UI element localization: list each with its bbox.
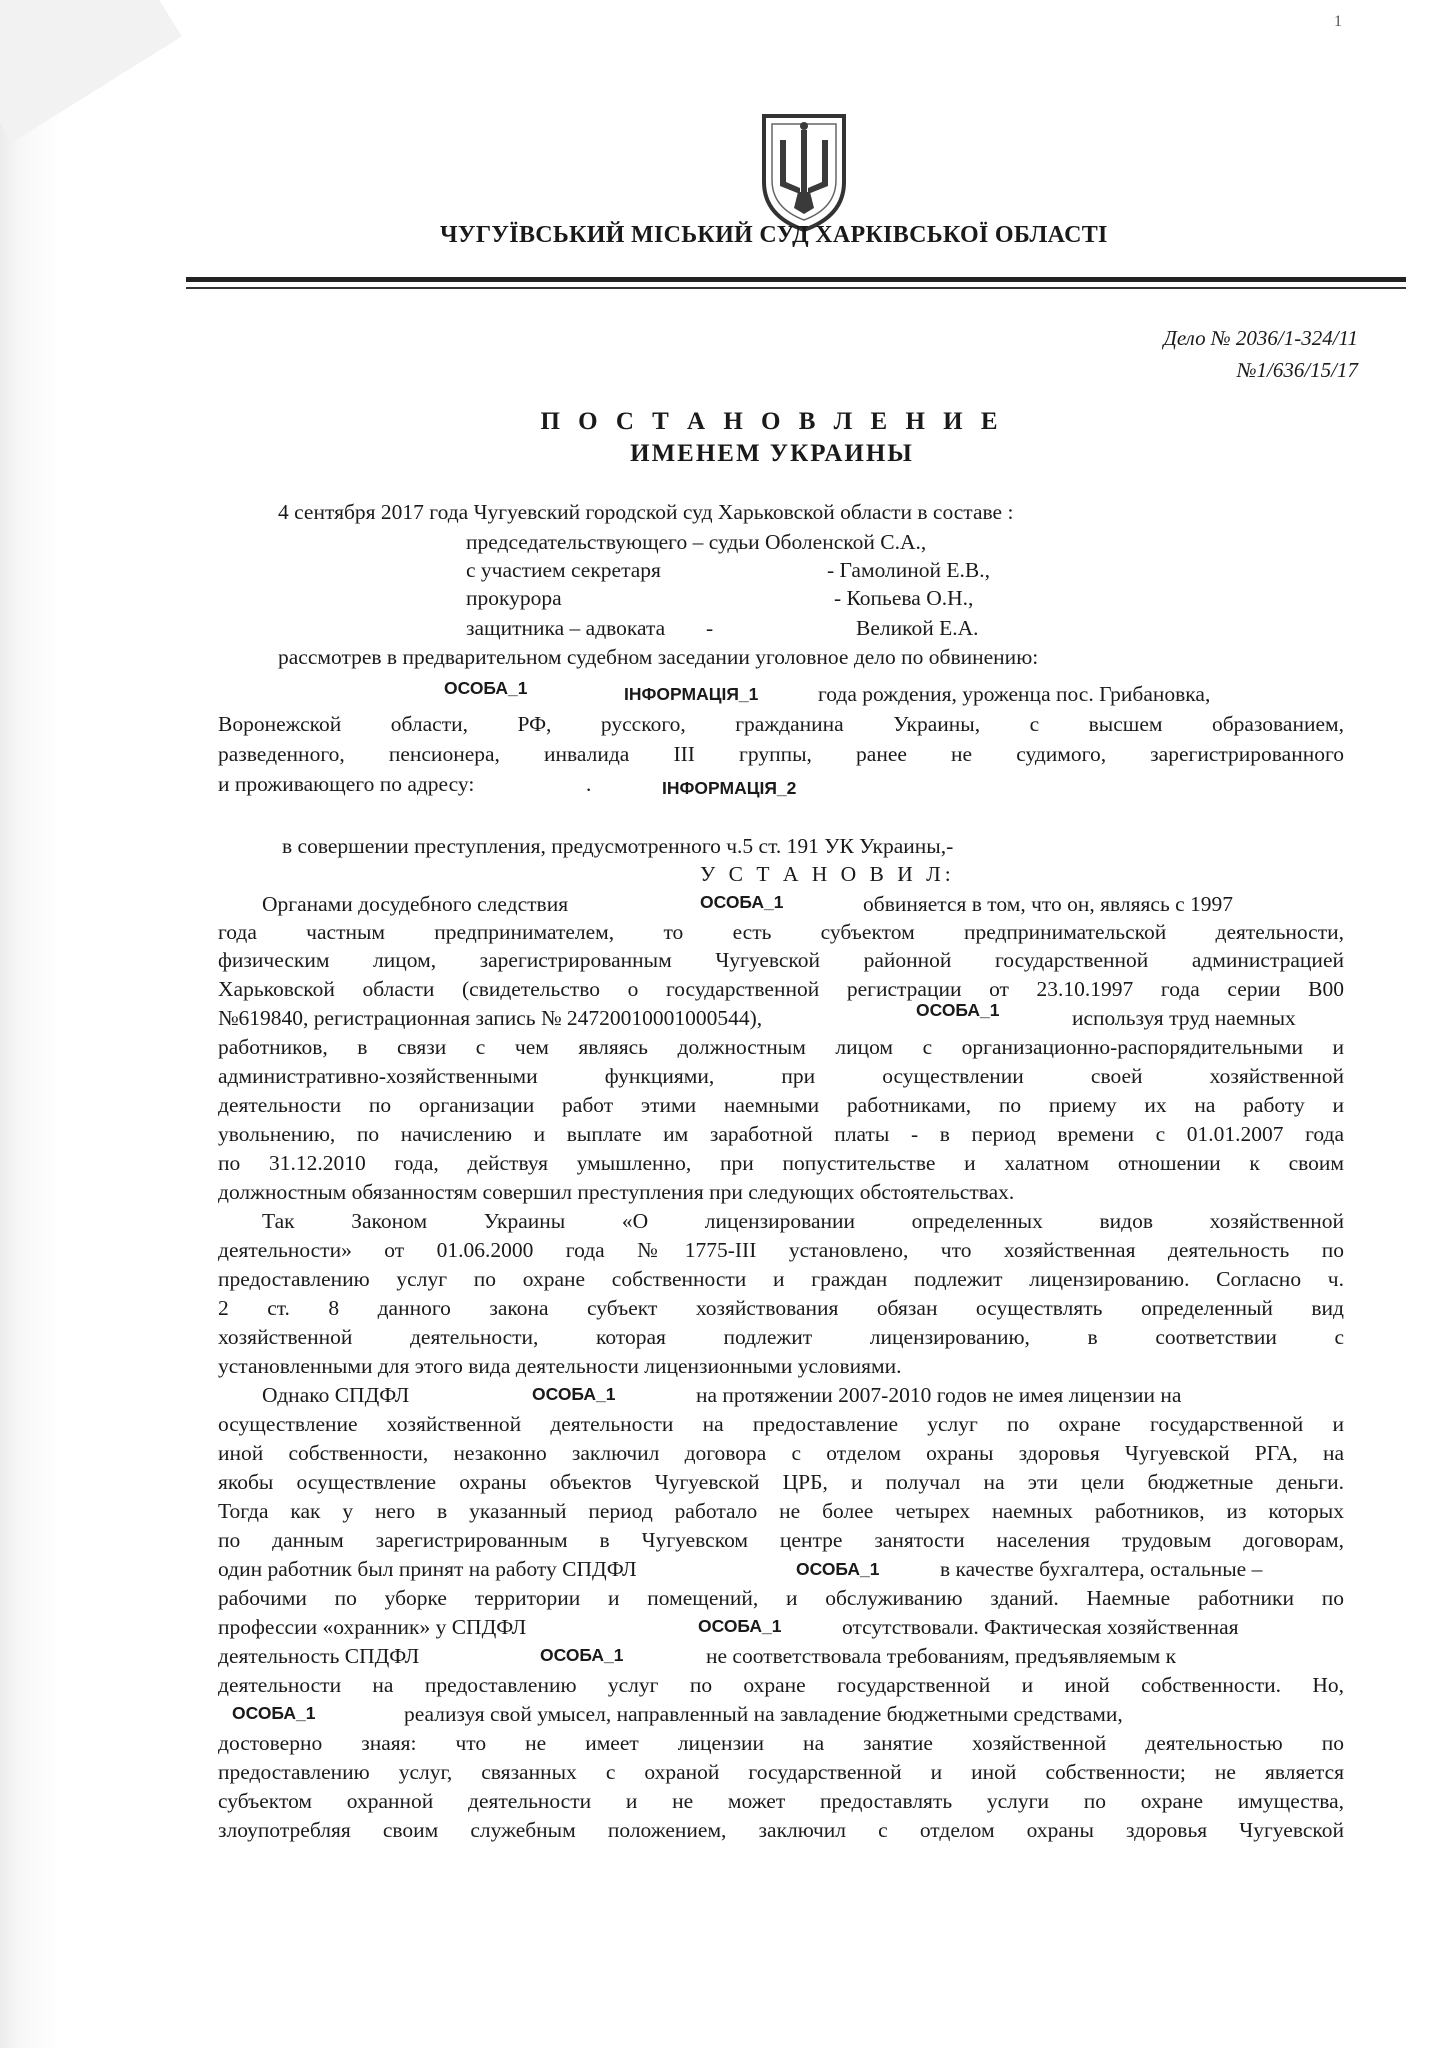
- redacted-person: ОСОБА_1: [700, 892, 784, 912]
- defender-name: Великой Е.А.: [856, 616, 979, 640]
- case-number-line: №1/636/15/17: [1236, 358, 1358, 382]
- redacted-person: ОСОБА_1: [796, 1559, 880, 1579]
- paragraph-line: года частным предпринимателем, то есть субъектом предпринимательской деятельности,: [218, 920, 1344, 944]
- paragraph-line: реализуя свой умысел, направленный на завладение бюджетными средствами,: [404, 1702, 1123, 1726]
- paragraph-line: должностным обязанностям совершил преступления при следующих обстоятельствах.: [218, 1180, 1015, 1204]
- paragraph-line: осуществление хозяйственной деятельности на предоставление услуг по охране государственной и: [218, 1412, 1344, 1436]
- redacted-info: ІНФОРМАЦІЯ_2: [662, 778, 797, 798]
- court-name-heading: ЧУГУЇВСЬКИЙ МІСЬКИЙ СУД ХАРКІВСЬКОЇ ОБЛАСТІ: [440, 222, 1108, 248]
- header-divider-thin: [186, 287, 1406, 289]
- paragraph-line: Так Законом Украины «О лицензировании определенных видов хозяйственной: [262, 1209, 1344, 1233]
- paragraph-line: в качестве бухгалтера, остальные –: [940, 1557, 1263, 1581]
- paragraph-line: деятельности на предоставлению услуг по охране государственной и иной собственности. Но,: [218, 1673, 1344, 1697]
- document-subtitle: ИМЕНЕМ УКРАИНЫ: [630, 440, 914, 467]
- paragraph-line: предоставлению услуг, связанных с охраной государственной и иной собственности; не является: [218, 1760, 1344, 1784]
- established-heading: У С Т А Н О В И Л:: [700, 862, 955, 886]
- paragraph-line: иной собственности, незаконно заключил договора с отделом охраны здоровья Чугуевской РГА, на: [218, 1441, 1344, 1465]
- paragraph-line: деятельности» от 01.06.2000 года №1775-III установлено, что хозяйственная деятельность по: [218, 1238, 1344, 1262]
- crime-line: в совершении преступления, предусмотренного ч.5 ст. 191 УК Украины,-: [282, 834, 954, 858]
- paragraph-line: отсутствовали. Фактическая хозяйственная: [842, 1615, 1239, 1639]
- paragraph-line: Однако СПДФЛ: [262, 1383, 410, 1407]
- redacted-person: ОСОБА_1: [532, 1384, 616, 1404]
- paragraph-line: административно-хозяйственными функциями, при осуществлении своей хозяйственной: [218, 1064, 1344, 1088]
- paragraph-line: Органами досудебного следствия: [262, 892, 569, 916]
- prosecutor-name: - Копьева О.Н.,: [834, 586, 974, 610]
- date-line: 4 сентября 2017 года Чугуевский городской суд Харьковской области в составе :: [278, 500, 1014, 524]
- paragraph-line: установленными для этого вида деятельности лицензионными условиями.: [218, 1354, 902, 1378]
- paragraph-line: хозяйственной деятельности, которая подлежит лицензированию, в соответствии с: [218, 1325, 1344, 1349]
- redacted-person: ОСОБА_1: [444, 678, 528, 698]
- scan-shadow: [0, 0, 120, 2048]
- paragraph-line: якобы осуществление охраны объектов Чугуевской ЦРБ, и получал на эти цели бюджетные деньги.: [218, 1470, 1344, 1494]
- accused-address-label: и проживающего по адресу:: [218, 772, 475, 796]
- paragraph-line: рабочими по уборке территории и помещений, и обслуживанию зданий. Наемные работники по: [218, 1586, 1344, 1610]
- case-number-line: Дело № 2036/1-324/11: [1163, 326, 1358, 350]
- paragraph-line: физическим лицом, зарегистрированным Чугуевской районной государственной администрацией: [218, 948, 1344, 972]
- redacted-person: ОСОБА_1: [698, 1616, 782, 1636]
- case-number: [1164, 322, 1358, 386]
- considered-line: рассмотрев в предварительном судебном заседании уголовное дело по обвинению:: [278, 645, 1039, 669]
- trident-emblem-icon: [758, 112, 850, 234]
- defender-label: защитника – адвоката: [466, 616, 666, 640]
- paragraph-line: по 31.12.2010 года, действуя умышленно, при попустительстве и халатном отношении к своим: [218, 1151, 1344, 1175]
- header-divider: [186, 277, 1406, 282]
- paragraph-line: работников, в связи с чем являясь должностным лицом с организационно-распорядительными и: [218, 1035, 1344, 1059]
- paragraph-line: деятельности по организации работ этими наемными работниками, по приему их на работу и: [218, 1093, 1344, 1117]
- paragraph-line: предоставлению услуг по охране собственности и граждан подлежит лицензированию. Согласно ч.: [218, 1267, 1344, 1291]
- accused-birth-text: года рождения, уроженца пос. Грибановка,: [818, 682, 1211, 706]
- defender-dash: -: [706, 616, 714, 640]
- prosecutor-label: прокурора: [466, 586, 562, 610]
- paragraph-line: деятельность СПДФЛ: [218, 1644, 420, 1668]
- paragraph-line: Харьковской области (свидетельство о государственной регистрации от 23.10.1997 года серии В00: [218, 977, 1344, 1001]
- paragraph-line: не соответствовала требованиям, предъявляемым к: [706, 1644, 1177, 1668]
- accused-line: Воронежской области, РФ, русского, гражданина Украины, с высшем образованием,: [218, 712, 1344, 736]
- paragraph-line: 2 ст. 8 данного закона субъект хозяйствования обязан осуществлять определенный вид: [218, 1296, 1344, 1320]
- redacted-info: ІНФОРМАЦІЯ_1: [624, 684, 759, 704]
- paragraph-line: обвиняется в том, что он, являясь с 1997: [863, 892, 1234, 916]
- paragraph-line: №619840, регистрационная запись № 24720010001000544),: [218, 1006, 763, 1030]
- presiding-judge: председательствующего – судьи Оболенской С.А.,: [466, 530, 927, 554]
- paragraph-line: используя труд наемных: [1072, 1006, 1296, 1030]
- secretary-name: - Гамолиной Е.В.,: [827, 558, 991, 582]
- accused-line: разведенного, пенсионера, инвалида III группы, ранее не судимого, зарегистрированного: [218, 742, 1344, 766]
- document-title: П О С Т А Н О В Л Е Н И Е: [540, 408, 1004, 435]
- redacted-person: ОСОБА_1: [540, 1645, 624, 1665]
- redacted-person: ОСОБА_1: [916, 1000, 1000, 1020]
- paragraph-line: злоупотребляя своим служебным положением, заключил с отделом охраны здоровья Чугуевской: [218, 1818, 1344, 1842]
- paragraph-line: субъектом охранной деятельности и не может предоставлять услуги по охране имущества,: [218, 1789, 1344, 1813]
- paragraph-line: по данным зарегистрированным в Чугуевском центре занятости населения трудовым договорам,: [218, 1528, 1344, 1552]
- secretary-label: с участием секретаря: [466, 558, 661, 582]
- paragraph-line: профессии «охранник» у СПДФЛ: [218, 1615, 527, 1639]
- paragraph-line: на протяжении 2007-2010 годов не имея лицензии на: [696, 1383, 1182, 1407]
- redacted-person: ОСОБА_1: [232, 1703, 316, 1723]
- paragraph-line: один работник был принят на работу СПДФЛ: [218, 1557, 637, 1581]
- paragraph-line: Тогда как у него в указанный период работало не более четырех наемных работников, из которых: [218, 1499, 1344, 1523]
- accused-address-dot: .: [586, 772, 592, 796]
- paragraph-line: увольнению, по начислению и выплате им заработной платы - в период времени с 01.01.2007 года: [218, 1122, 1344, 1146]
- page-number: 1: [1334, 13, 1342, 30]
- paragraph-line: достоверно знаяя: что не имеет лицензии на занятие хозяйственной деятельностью по: [218, 1731, 1344, 1755]
